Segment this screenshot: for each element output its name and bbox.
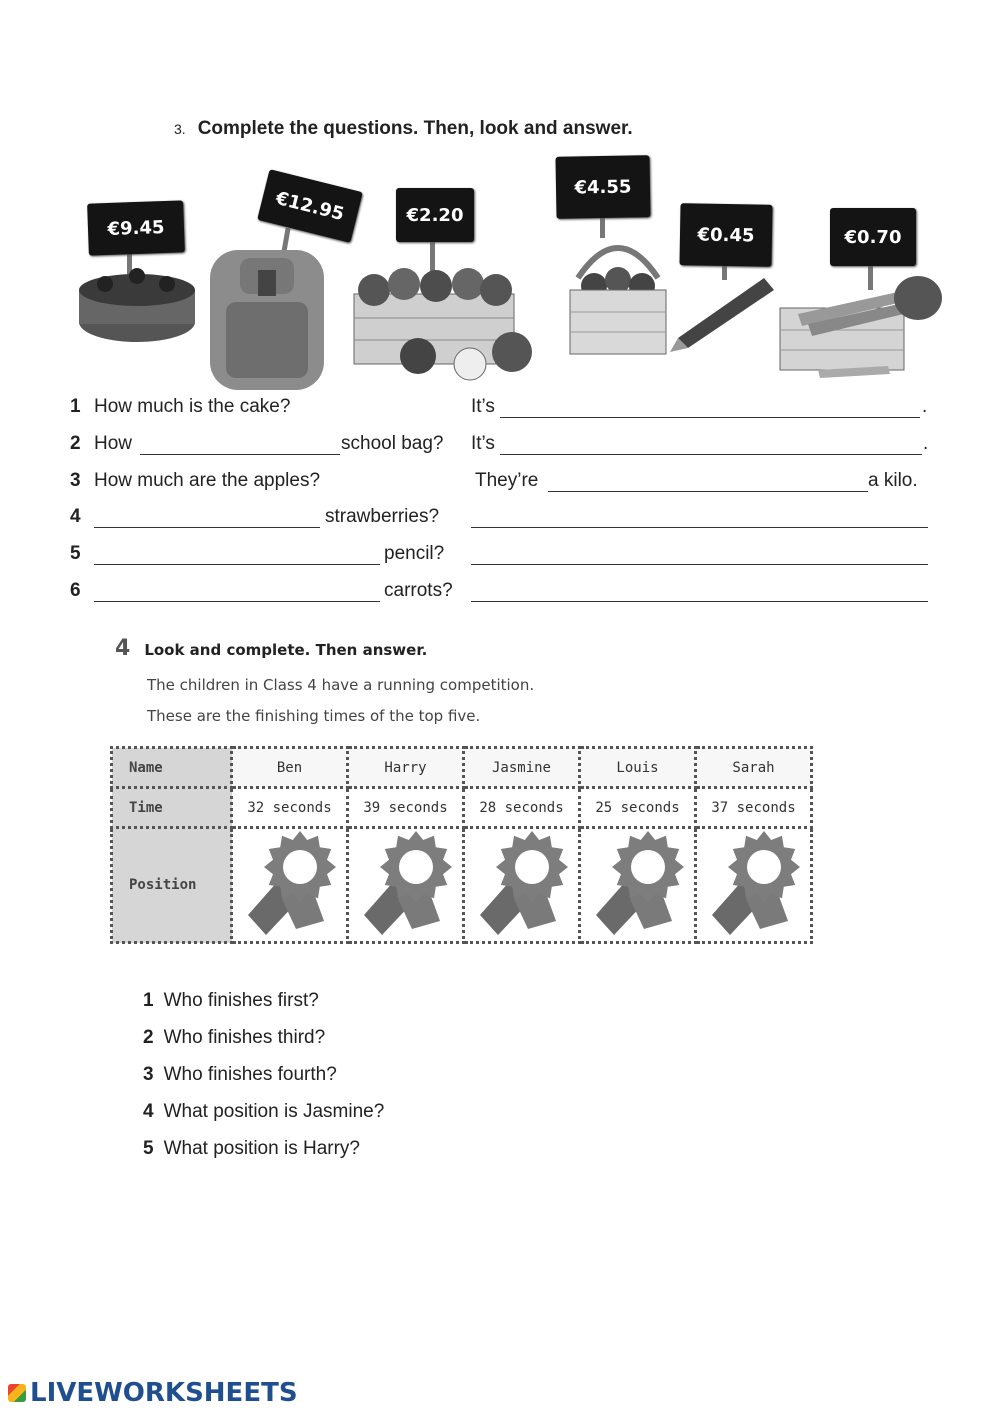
time-cell: 32 seconds — [232, 788, 348, 828]
answer-input-line[interactable] — [471, 601, 928, 602]
question-text-start: How — [94, 433, 133, 454]
row-header-position: Position — [112, 828, 232, 943]
question-number: 1 — [143, 990, 154, 1011]
time-cell: 25 seconds — [580, 788, 696, 828]
question-input-line[interactable] — [94, 601, 380, 602]
question-text: Who finishes third? — [163, 1027, 326, 1048]
name-cell: Louis — [580, 748, 696, 788]
rosette-icon — [702, 829, 806, 937]
race-results-table — [110, 746, 813, 944]
question-text: What position is Jasmine? — [163, 1101, 385, 1122]
question-row-4 — [70, 506, 930, 536]
pencil-icon — [666, 272, 778, 352]
position-cell[interactable] — [580, 828, 696, 943]
question-text-end: school bag? — [341, 433, 444, 454]
question-text: Who finishes first? — [163, 990, 319, 1011]
question-row-2 — [70, 433, 930, 463]
name-cell: Ben — [232, 748, 348, 788]
rosette-icon — [586, 829, 690, 937]
carrots-price-tag: €0.70 — [830, 208, 916, 266]
answer-prefix: It’s — [471, 396, 495, 417]
rosette-icon — [354, 829, 458, 937]
cake-icon — [75, 262, 200, 344]
time-cell: 37 seconds — [696, 788, 812, 828]
question-number: 2 — [70, 433, 81, 454]
question-text: How much are the apples? — [94, 470, 321, 491]
question-text: What position is Harry? — [163, 1138, 360, 1159]
apples-price-tag: €2.20 — [396, 188, 474, 242]
exercise-instruction: Look and complete. Then answer. — [144, 641, 428, 659]
question-row-5 — [70, 543, 930, 573]
name-cell: Jasmine — [464, 748, 580, 788]
race-question-4 — [143, 1101, 384, 1123]
race-question-5 — [143, 1138, 360, 1160]
question-number: 6 — [70, 580, 81, 601]
answer-end: . — [923, 433, 929, 454]
answer-input-line[interactable] — [471, 564, 928, 565]
answer-end: a kilo. — [868, 470, 918, 491]
row-header-name: Name — [112, 748, 232, 788]
logo-icon — [8, 1384, 26, 1402]
question-text-end: carrots? — [384, 580, 453, 601]
question-number: 4 — [70, 506, 81, 527]
position-cell[interactable] — [696, 828, 812, 943]
question-number: 4 — [143, 1101, 154, 1122]
bag-price-tag: €12.95 — [257, 169, 363, 243]
question-number: 3 — [70, 470, 81, 491]
name-cell: Harry — [348, 748, 464, 788]
carrots-crate-icon — [778, 274, 944, 380]
strawberries-price-tag: €4.55 — [555, 155, 650, 219]
cake-price-tag: €9.45 — [87, 200, 185, 255]
question-number: 1 — [70, 396, 81, 417]
exercise-instruction: Complete the questions. Then, look and answer. — [197, 118, 633, 139]
brand-name: LIVEWORKSHEETS — [30, 1378, 298, 1408]
row-header-time: Time — [112, 788, 232, 828]
table-row-names — [112, 748, 812, 788]
school-bag-icon — [198, 240, 336, 392]
rosette-icon — [470, 829, 574, 937]
answer-prefix: They’re — [475, 470, 539, 491]
question-number: 5 — [70, 543, 81, 564]
answer-input-line[interactable] — [548, 491, 868, 492]
intro-line-1: The children in Class 4 have a running competition. — [147, 676, 535, 694]
position-cell[interactable] — [348, 828, 464, 943]
answer-prefix: It’s — [471, 433, 495, 454]
position-cell[interactable] — [464, 828, 580, 943]
question-input-line[interactable] — [140, 454, 340, 455]
question-row-3 — [70, 470, 930, 500]
name-cell: Sarah — [696, 748, 812, 788]
answer-input-line[interactable] — [500, 417, 920, 418]
question-text-end: strawberries? — [325, 506, 440, 527]
exercise-number: 4 — [115, 636, 131, 661]
answer-end: . — [922, 396, 928, 417]
question-row-1 — [70, 396, 930, 426]
exercise-3-title — [174, 118, 633, 140]
question-text-end: pencil? — [384, 543, 445, 564]
question-number: 3 — [143, 1064, 154, 1085]
table-row-times — [112, 788, 812, 828]
table-row-positions — [112, 828, 812, 943]
strawberries-basket-icon — [566, 228, 670, 356]
question-text: Who finishes fourth? — [163, 1064, 337, 1085]
question-row-6 — [70, 580, 930, 610]
apples-crate-icon — [352, 268, 537, 384]
race-question-2 — [143, 1027, 325, 1049]
position-cell[interactable] — [232, 828, 348, 943]
question-text: How much is the cake? — [94, 396, 291, 417]
rosette-icon — [238, 829, 342, 937]
race-question-3 — [143, 1064, 337, 1086]
answer-input-line[interactable] — [471, 527, 928, 528]
answer-input-line[interactable] — [500, 454, 922, 455]
exercise-number: 3. — [174, 121, 186, 137]
question-input-line[interactable] — [94, 564, 380, 565]
question-number: 2 — [143, 1027, 154, 1048]
time-cell: 28 seconds — [464, 788, 580, 828]
question-input-line[interactable] — [94, 527, 320, 528]
race-question-1 — [143, 990, 319, 1012]
question-number: 5 — [143, 1138, 154, 1159]
liveworksheets-logo — [8, 1378, 298, 1408]
exercise-4-title — [115, 636, 427, 661]
intro-line-2: These are the finishing times of the top five. — [147, 707, 481, 725]
pencil-price-tag: €0.45 — [679, 203, 772, 267]
time-cell: 39 seconds — [348, 788, 464, 828]
